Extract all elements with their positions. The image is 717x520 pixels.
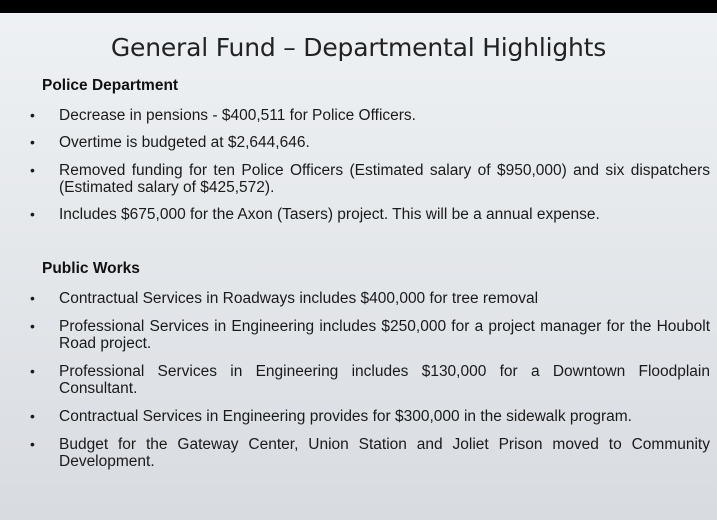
bullet-text: Professional Services in Engineering includes $250,000 for a project manager for the Houbolt Road project. (59, 318, 710, 352)
bullet-icon: • (30, 162, 35, 178)
bullet-icon: • (30, 107, 35, 123)
public-works-bullet-list (0, 290, 717, 470)
police-bullet-list (0, 107, 717, 223)
bullet-icon: • (30, 363, 35, 379)
list-item (0, 206, 717, 223)
list-item (0, 290, 717, 307)
section-heading-police: Police Department (42, 77, 179, 94)
bullet-text: Decrease in pensions - $400,511 for Police Officers. (59, 107, 416, 124)
bullet-icon: • (30, 134, 35, 150)
list-item (0, 134, 717, 151)
list-item (0, 107, 717, 124)
section-heading-public-works: Public Works (42, 260, 140, 277)
slide (0, 13, 717, 520)
bullet-text: Removed funding for ten Police Officers (Estimated salary of $950,000) and six dispatchers (Estimated salary of $425,572). (59, 162, 710, 196)
bullet-icon: • (30, 436, 35, 452)
bullet-icon: • (30, 290, 35, 306)
list-item (0, 408, 717, 425)
list-item (0, 363, 717, 397)
slide-title: General Fund – Departmental Highlights (110, 33, 607, 62)
bullet-icon: • (30, 206, 35, 222)
list-item (0, 162, 717, 196)
bullet-icon: • (30, 318, 35, 334)
bullet-text: Contractual Services in Engineering provides for $300,000 in the sidewalk program. (59, 408, 632, 425)
bullet-text: Contractual Services in Roadways includes $400,000 for tree removal (59, 290, 539, 307)
bullet-text: Includes $675,000 for the Axon (Tasers) project. This will be a annual expense. (59, 206, 600, 223)
bullet-icon: • (30, 408, 35, 424)
list-item (0, 318, 717, 352)
bullet-text: Budget for the Gateway Center, Union Station and Joliet Prison moved to Community Development. (59, 436, 710, 470)
bullet-text: Overtime is budgeted at $2,644,646. (59, 134, 310, 151)
list-item (0, 436, 717, 470)
bullet-text: Professional Services in Engineering includes $130,000 for a Downtown Floodplain Consultant. (59, 363, 710, 397)
